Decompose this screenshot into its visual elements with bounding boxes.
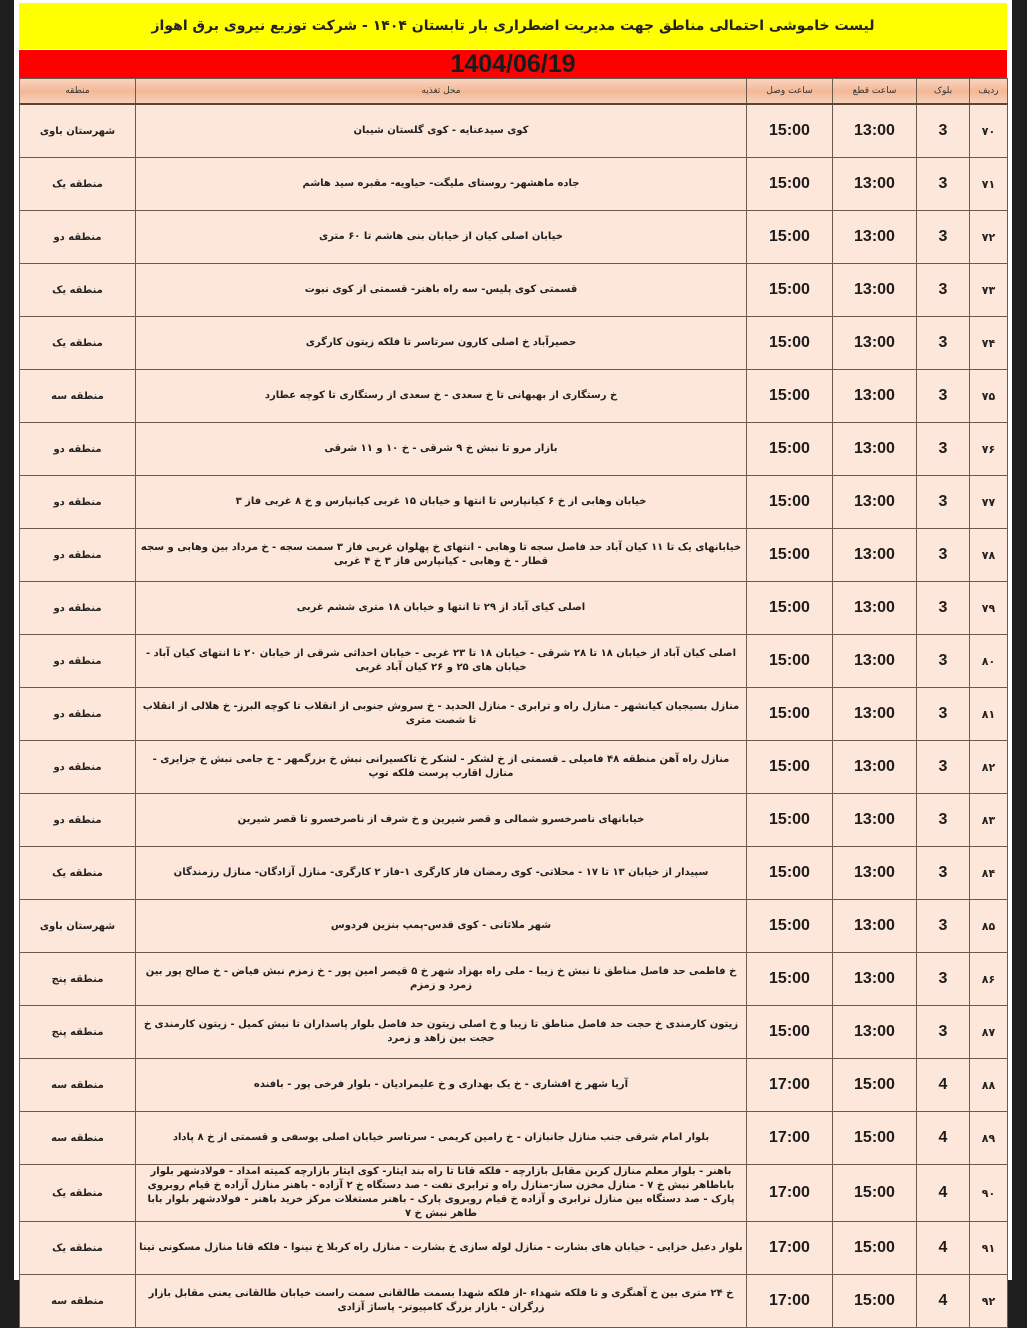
table-row <box>20 1275 1008 1328</box>
region-cell: منطقه سه <box>20 370 136 423</box>
table-row <box>20 794 1008 847</box>
table-row <box>20 476 1008 529</box>
region-cell: منطقه یک <box>20 1222 136 1275</box>
cut-time-cell: 13:00 <box>833 688 917 741</box>
table-row <box>20 1222 1008 1275</box>
connect-time-cell: 17:00 <box>747 1222 833 1275</box>
location-cell: خ ۲۴ متری بین خ آهنگری و تا فلکه شهداء -از فلکه شهدا بسمت طالقانی سمت راست خیابان طالقانی یعنی مقابل بازار زرگران - بازار بزرگ کامپیوتر- پاساژ آزادی <box>136 1275 747 1328</box>
block-cell: 3 <box>917 688 970 741</box>
region-cell: منطقه پنج <box>20 953 136 1006</box>
cut-time-cell: 15:00 <box>833 1275 917 1328</box>
region-cell: منطقه دو <box>20 794 136 847</box>
region-cell: منطقه سه <box>20 1112 136 1165</box>
table-row <box>20 264 1008 317</box>
row-number-cell: ۹۱ <box>970 1222 1008 1275</box>
cut-time-cell: 13:00 <box>833 582 917 635</box>
table-row <box>20 104 1008 158</box>
document-title: لیست خاموشی احتمالی مناطق جهت مدیریت اضطراری بار تابستان ۱۴۰۴ - شرکت توزیع نیروی برق اهواز <box>19 3 1007 49</box>
location-cell: آریا شهر خ افشاری - خ یک بهداری و خ علیمرادیان - بلوار فرخی پور - بافنده <box>136 1059 747 1112</box>
connect-time-cell: 15:00 <box>747 211 833 264</box>
header-row-number: ردیف <box>970 79 1008 105</box>
table-row <box>20 211 1008 264</box>
region-cell: منطقه دو <box>20 582 136 635</box>
document-date: 1404/06/19 <box>19 50 1007 78</box>
location-cell: جاده ماهشهر- روستای ملیگت- حیاویه- مقبره سید هاشم <box>136 158 747 211</box>
header-connect-time: ساعت وصل <box>747 79 833 105</box>
connect-time-cell: 15:00 <box>747 529 833 582</box>
row-number-cell: ۸۸ <box>970 1059 1008 1112</box>
outage-schedule-table <box>19 78 1008 1328</box>
connect-time-cell: 15:00 <box>747 423 833 476</box>
region-cell: منطقه دو <box>20 423 136 476</box>
row-number-cell: ۸۱ <box>970 688 1008 741</box>
header-cut-time: ساعت قطع <box>833 79 917 105</box>
connect-time-cell: 15:00 <box>747 264 833 317</box>
row-number-cell: ۸۴ <box>970 847 1008 900</box>
location-cell: کوی سیدعنایه - کوی گلستان شیبان <box>136 104 747 158</box>
table-row <box>20 953 1008 1006</box>
region-cell: منطقه یک <box>20 1165 136 1222</box>
header-location: محل تغذیه <box>136 79 747 105</box>
location-cell: خ رستگاری از بهبهانی تا خ سعدی - خ سعدی از رستگاری تا کوچه عطارد <box>136 370 747 423</box>
connect-time-cell: 15:00 <box>747 635 833 688</box>
row-number-cell: ۷۶ <box>970 423 1008 476</box>
row-number-cell: ۷۰ <box>970 104 1008 158</box>
connect-time-cell: 15:00 <box>747 688 833 741</box>
row-number-cell: ۷۲ <box>970 211 1008 264</box>
region-cell: منطقه یک <box>20 847 136 900</box>
cut-time-cell: 13:00 <box>833 1006 917 1059</box>
location-cell: باهنر - بلوار معلم منازل کربن مقابل بازارچه - فلکه قانا تا راه بند ایثار- کوی ایثار بازارچه کمیته امداد - فولادشهر بلوار باباطاهر نبش خ ۷ - منازل مخزن ساز-منازل راه و ترابری نفت - صد دستگاه خ ۲ آزاده - باهنر منازل آزاده خ قیام روبروی پارک - صد دستگاه بین منازل ترابری و آزاده خ قیام روبروی پارک - باهنر مستغلات مرکز خرید باهنر - فولادشهر بلوار بابا طاهر نبش خ ۷ <box>136 1165 747 1222</box>
table-row <box>20 741 1008 794</box>
connect-time-cell: 15:00 <box>747 900 833 953</box>
cut-time-cell: 13:00 <box>833 953 917 1006</box>
block-cell: 4 <box>917 1222 970 1275</box>
cut-time-cell: 13:00 <box>833 529 917 582</box>
table-row <box>20 1006 1008 1059</box>
block-cell: 3 <box>917 953 970 1006</box>
connect-time-cell: 15:00 <box>747 370 833 423</box>
block-cell: 3 <box>917 582 970 635</box>
row-number-cell: ۸۹ <box>970 1112 1008 1165</box>
row-number-cell: ۸۷ <box>970 1006 1008 1059</box>
row-number-cell: ۹۰ <box>970 1165 1008 1222</box>
table-header-row <box>20 79 1008 105</box>
block-cell: 3 <box>917 794 970 847</box>
row-number-cell: ۸۲ <box>970 741 1008 794</box>
block-cell: 3 <box>917 370 970 423</box>
connect-time-cell: 17:00 <box>747 1275 833 1328</box>
row-number-cell: ۷۱ <box>970 158 1008 211</box>
connect-time-cell: 15:00 <box>747 317 833 370</box>
table-row <box>20 370 1008 423</box>
region-cell: منطقه دو <box>20 476 136 529</box>
document-sheet <box>14 0 1012 1313</box>
location-cell: حصیرآباد خ اصلی کارون سرتاسر تا فلکه زیتون کارگری <box>136 317 747 370</box>
block-cell: 3 <box>917 1006 970 1059</box>
block-cell: 3 <box>917 635 970 688</box>
block-cell: 3 <box>917 317 970 370</box>
connect-time-cell: 15:00 <box>747 582 833 635</box>
region-cell: منطقه یک <box>20 264 136 317</box>
row-number-cell: ۸۰ <box>970 635 1008 688</box>
cut-time-cell: 13:00 <box>833 794 917 847</box>
cut-time-cell: 13:00 <box>833 741 917 794</box>
block-cell: 3 <box>917 423 970 476</box>
row-number-cell: ۸۳ <box>970 794 1008 847</box>
cut-time-cell: 13:00 <box>833 900 917 953</box>
connect-time-cell: 17:00 <box>747 1059 833 1112</box>
location-cell: بازار مرو تا نبش خ ۹ شرقی - خ ۱۰ و ۱۱ شرقی <box>136 423 747 476</box>
cut-time-cell: 13:00 <box>833 317 917 370</box>
connect-time-cell: 15:00 <box>747 476 833 529</box>
region-cell: منطقه دو <box>20 211 136 264</box>
row-number-cell: ۹۲ <box>970 1275 1008 1328</box>
block-cell: 3 <box>917 529 970 582</box>
cut-time-cell: 13:00 <box>833 158 917 211</box>
connect-time-cell: 17:00 <box>747 1112 833 1165</box>
location-cell: قسمتی کوی پلیس- سه راه باهنر- قسمتی از کوی نبوت <box>136 264 747 317</box>
connect-time-cell: 15:00 <box>747 847 833 900</box>
cut-time-cell: 15:00 <box>833 1222 917 1275</box>
region-cell: منطقه پنج <box>20 1006 136 1059</box>
region-cell: شهرستان باوی <box>20 104 136 158</box>
cut-time-cell: 13:00 <box>833 847 917 900</box>
region-cell: منطقه دو <box>20 635 136 688</box>
table-row <box>20 900 1008 953</box>
table-row <box>20 423 1008 476</box>
region-cell: منطقه سه <box>20 1059 136 1112</box>
table-row <box>20 529 1008 582</box>
block-cell: 3 <box>917 900 970 953</box>
block-cell: 4 <box>917 1059 970 1112</box>
connect-time-cell: 15:00 <box>747 1006 833 1059</box>
table-row <box>20 158 1008 211</box>
region-cell: شهرستان باوی <box>20 900 136 953</box>
row-number-cell: ۸۵ <box>970 900 1008 953</box>
block-cell: 3 <box>917 741 970 794</box>
location-cell: اصلی کیان آباد از خیابان ۱۸ تا ۲۸ شرقی - خیابان ۱۸ تا ۲۳ غربی - خیابان احداثی شرقی از خیابان ۲۰ تا انتهای کیان آباد - خیابان های ۲۵ و ۲۶ کیان آباد غربی <box>136 635 747 688</box>
location-cell: اصلی کیای آباد از ۲۹ تا انتها و خیابان ۱۸ متری ششم غربی <box>136 582 747 635</box>
row-number-cell: ۷۹ <box>970 582 1008 635</box>
location-cell: خیابان اصلی کیان از خیابان بنی هاشم تا ۶۰ متری <box>136 211 747 264</box>
region-cell: منطقه یک <box>20 317 136 370</box>
location-cell: شهر ملاثانی - کوی قدس-پمپ بنزین فردوس <box>136 900 747 953</box>
cut-time-cell: 13:00 <box>833 264 917 317</box>
table-row <box>20 317 1008 370</box>
block-cell: 3 <box>917 476 970 529</box>
location-cell: خیابانهای ناصرخسرو شمالی و قصر شیرین و خ شرف از ناصرخسرو تا قصر شیرین <box>136 794 747 847</box>
header-block: بلوک <box>917 79 970 105</box>
location-cell: خیابانهای یک تا ۱۱ کیان آباد حد فاصل سجه تا وهابی - انتهای خ پهلوان غربی فاز ۳ سمت سجه - خ مرداد بین وهابی و سجه قطار - خ وهابی - کیانپارس فاز ۳ خ ۴ غربی <box>136 529 747 582</box>
block-cell: 3 <box>917 158 970 211</box>
region-cell: منطقه دو <box>20 741 136 794</box>
location-cell: بلوار دعبل خزایی - خیابان های بشارت - منازل لوله سازی خ بشارت - منازل راه کربلا خ نینوا - فلکه قانا منازل مسکونی تینا <box>136 1222 747 1275</box>
header-region: منطقه <box>20 79 136 105</box>
location-cell: خیابان وهابی از خ ۶ کیانپارس تا انتها و خیابان ۱۵ غربی کیانپارس و خ ۸ غربی فاز ۳ <box>136 476 747 529</box>
location-cell: سپیدار از خیابان ۱۳ تا ۱۷ - محلاتی- کوی رمضان فاز کارگری ۱-فاز ۲ کارگری- منازل آزادگان- منازل رزمندگان <box>136 847 747 900</box>
table-row <box>20 1112 1008 1165</box>
table-row <box>20 688 1008 741</box>
table-body <box>20 104 1008 1328</box>
location-cell: منازل بسیجیان کیانشهر - منازل راه و ترابری - منازل الحدید - خ سروش جنوبی از انقلاب تا کوچه البرز- خ هلالی از انقلاب تا شصت متری <box>136 688 747 741</box>
location-cell: منازل راه آهن منطقه ۴۸ فامیلی ـ قسمتی از خ لشکر - لشکر خ تاکسیرانی نبش خ بزرگمهر - خ جامی نبش خ جزایری - منازل اقارب پرست فلکه توپ <box>136 741 747 794</box>
row-number-cell: ۷۳ <box>970 264 1008 317</box>
table-row <box>20 635 1008 688</box>
row-number-cell: ۷۷ <box>970 476 1008 529</box>
row-number-cell: ۷۵ <box>970 370 1008 423</box>
cut-time-cell: 13:00 <box>833 635 917 688</box>
block-cell: 3 <box>917 847 970 900</box>
cut-time-cell: 15:00 <box>833 1059 917 1112</box>
cut-time-cell: 13:00 <box>833 211 917 264</box>
cut-time-cell: 13:00 <box>833 104 917 158</box>
region-cell: منطقه دو <box>20 529 136 582</box>
block-cell: 4 <box>917 1165 970 1222</box>
cut-time-cell: 13:00 <box>833 476 917 529</box>
connect-time-cell: 15:00 <box>747 794 833 847</box>
region-cell: منطقه یک <box>20 158 136 211</box>
location-cell: بلوار امام شرقی جنب منازل جانبازان - خ رامین کریمی - سرتاسر خیابان اصلی یوسفی و قسمتی از خ ۸ پاداد <box>136 1112 747 1165</box>
table-row <box>20 1059 1008 1112</box>
connect-time-cell: 15:00 <box>747 953 833 1006</box>
row-number-cell: ۷۸ <box>970 529 1008 582</box>
block-cell: 4 <box>917 1275 970 1328</box>
row-number-cell: ۸۶ <box>970 953 1008 1006</box>
connect-time-cell: 15:00 <box>747 104 833 158</box>
location-cell: خ فاطمی حد فاصل مناطق تا نبش خ زیبا - ملی راه بهزاد شهر خ ۵ قیصر امین پور - خ زمزم نبش فیاض - خ صالح پور بین زمرد و زمزم <box>136 953 747 1006</box>
region-cell: منطقه سه <box>20 1275 136 1328</box>
cut-time-cell: 15:00 <box>833 1165 917 1222</box>
connect-time-cell: 17:00 <box>747 1165 833 1222</box>
connect-time-cell: 15:00 <box>747 741 833 794</box>
table-row <box>20 582 1008 635</box>
table-row <box>20 1165 1008 1222</box>
block-cell: 3 <box>917 264 970 317</box>
block-cell: 4 <box>917 1112 970 1165</box>
location-cell: زیتون کارمندی خ حجت حد فاصل مناطق تا زیبا و خ اصلی زیتون حد فاصل بلوار پاسداران تا نبش کمیل - زیتون کارمندی خ حجت بین زاهد و زمرد <box>136 1006 747 1059</box>
block-cell: 3 <box>917 104 970 158</box>
table-row <box>20 847 1008 900</box>
row-number-cell: ۷۴ <box>970 317 1008 370</box>
cut-time-cell: 13:00 <box>833 423 917 476</box>
cut-time-cell: 15:00 <box>833 1112 917 1165</box>
cut-time-cell: 13:00 <box>833 370 917 423</box>
connect-time-cell: 15:00 <box>747 158 833 211</box>
region-cell: منطقه دو <box>20 688 136 741</box>
block-cell: 3 <box>917 211 970 264</box>
